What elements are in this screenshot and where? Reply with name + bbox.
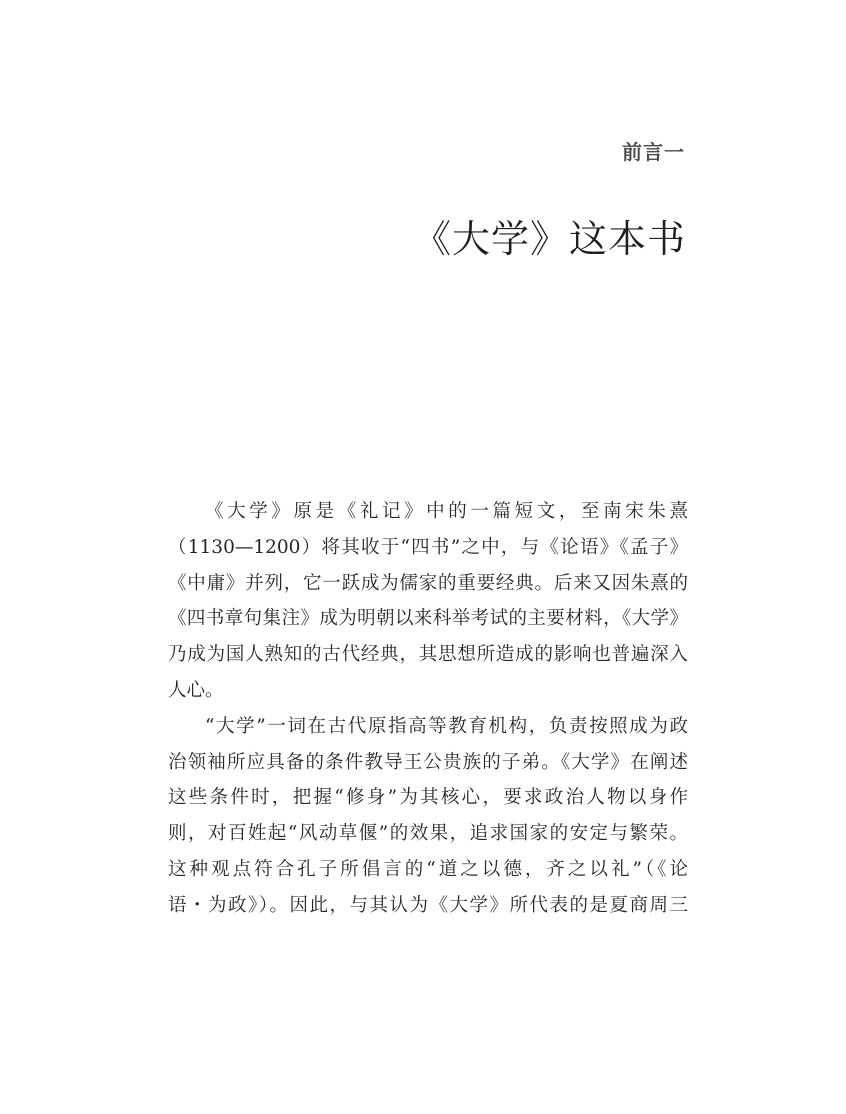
text-line: （1130—1200）将其收于“四书”之中，与《论语》《孟子》 <box>168 536 688 558</box>
text-line: 《大学》原是《礼记》中的一篇短文，至南宋朱熹 <box>205 501 688 522</box>
text-line: “大学”一词在古代原指高等教育机构，负责按照成为政 <box>205 715 688 737</box>
text-line: 语・为政》）。因此，与其认为《大学》所代表的是夏商周三 <box>168 894 688 916</box>
text-line: 人心。 <box>168 679 224 701</box>
paragraph-1 <box>168 494 688 709</box>
paragraph-2 <box>168 709 688 924</box>
chapter-title: 《大学》这本书 <box>412 217 686 261</box>
body-text <box>168 494 688 924</box>
text-line: 治领袖所应具备的条件教导王公贵族的子弟。《大学》在阐述 <box>168 751 688 773</box>
text-line: 这种观点符合孔子所倡言的“道之以德，齐之以礼”（《论 <box>168 858 688 880</box>
text-line: 这些条件时，把握“修身”为其核心，要求政治人物以身作 <box>168 787 688 809</box>
preface-label: 前言一 <box>622 140 685 164</box>
text-line: 乃成为国人熟知的古代经典，其思想所造成的影响也普遍深入 <box>168 644 688 666</box>
text-line: 《四书章句集注》成为明朝以来科举考试的主要材料，《大学》 <box>168 608 688 630</box>
text-line: 则，对百姓起“风动草偃”的效果，追求国家的安定与繁荣。 <box>168 823 688 845</box>
text-line: 《中庸》并列，它一跃成为儒家的重要经典。后来又因朱熹的 <box>168 572 688 594</box>
